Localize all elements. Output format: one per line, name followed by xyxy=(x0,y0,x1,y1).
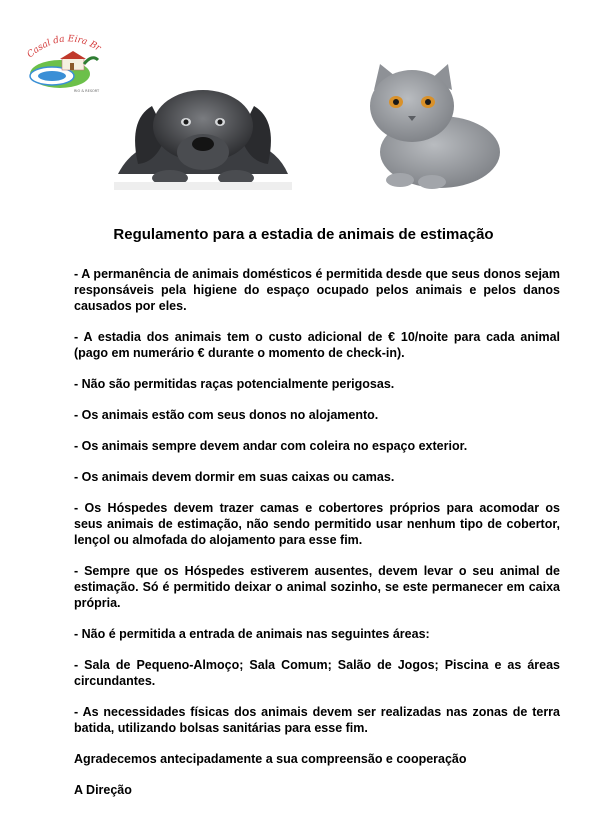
rule-item: - Os animais sempre devem andar com coleira no espaço exterior. xyxy=(74,439,468,453)
cat-photo xyxy=(360,60,504,190)
rule-item: - Não é permitida a entrada de animais nas seguintes áreas: xyxy=(74,627,430,641)
rule-item: - Não são permitidas raças potencialmente perigosas. xyxy=(74,377,395,391)
svg-text:Casal da Eira Branca: Casal da Eira Br xyxy=(25,34,103,61)
rule-item: - Sempre que os Hóspedes estiverem ausentes, devem levar o seu animal de estimação. Só é permitido deixar o animal sozinho, se este permanecer em caixa própria. xyxy=(74,564,560,610)
rule-item: - A permanência de animais domésticos é permitida desde que seus donos sejam responsáveis pela higiene do espaço ocupado pelos animais e pelos danos causados por eles. xyxy=(74,267,560,313)
document-title: Regulamento para a estadia de animais de estimação xyxy=(113,226,494,243)
rules-list xyxy=(74,266,560,813)
svg-text:RIO & RESORT: RIO & RESORT xyxy=(74,89,100,93)
rule-item: - Sala de Pequeno-Almoço; Sala Comum; Salão de Jogos; Piscina e as áreas circundantes. xyxy=(74,658,560,688)
rule-item: - Os animais estão com seus donos no alojamento. xyxy=(74,408,379,422)
signature: A Direção xyxy=(74,783,132,797)
rule-item: - Os animais devem dormir em suas caixas ou camas. xyxy=(74,470,395,484)
rule-item: - As necessidades físicas dos animais devem ser realizadas nas zonas de terra batida, utilizando bolsas sanitárias para esse fim. xyxy=(74,705,560,735)
company-logo xyxy=(22,28,106,96)
closing-text: Agradecemos antecipadamente a sua compreensão e cooperação xyxy=(74,752,467,766)
dog-photo xyxy=(114,82,292,190)
rule-item: - A estadia dos animais tem o custo adicional de € 10/noite para cada animal (pago em numerário € durante o momento de check-in). xyxy=(74,330,560,360)
rule-item: - Os Hóspedes devem trazer camas e cobertores próprios para acomodar os seus animais de estimação, não sendo permitido usar nenhum tipo de cobertor, lençol ou almofada do alojamento para esse fim. xyxy=(74,501,560,547)
